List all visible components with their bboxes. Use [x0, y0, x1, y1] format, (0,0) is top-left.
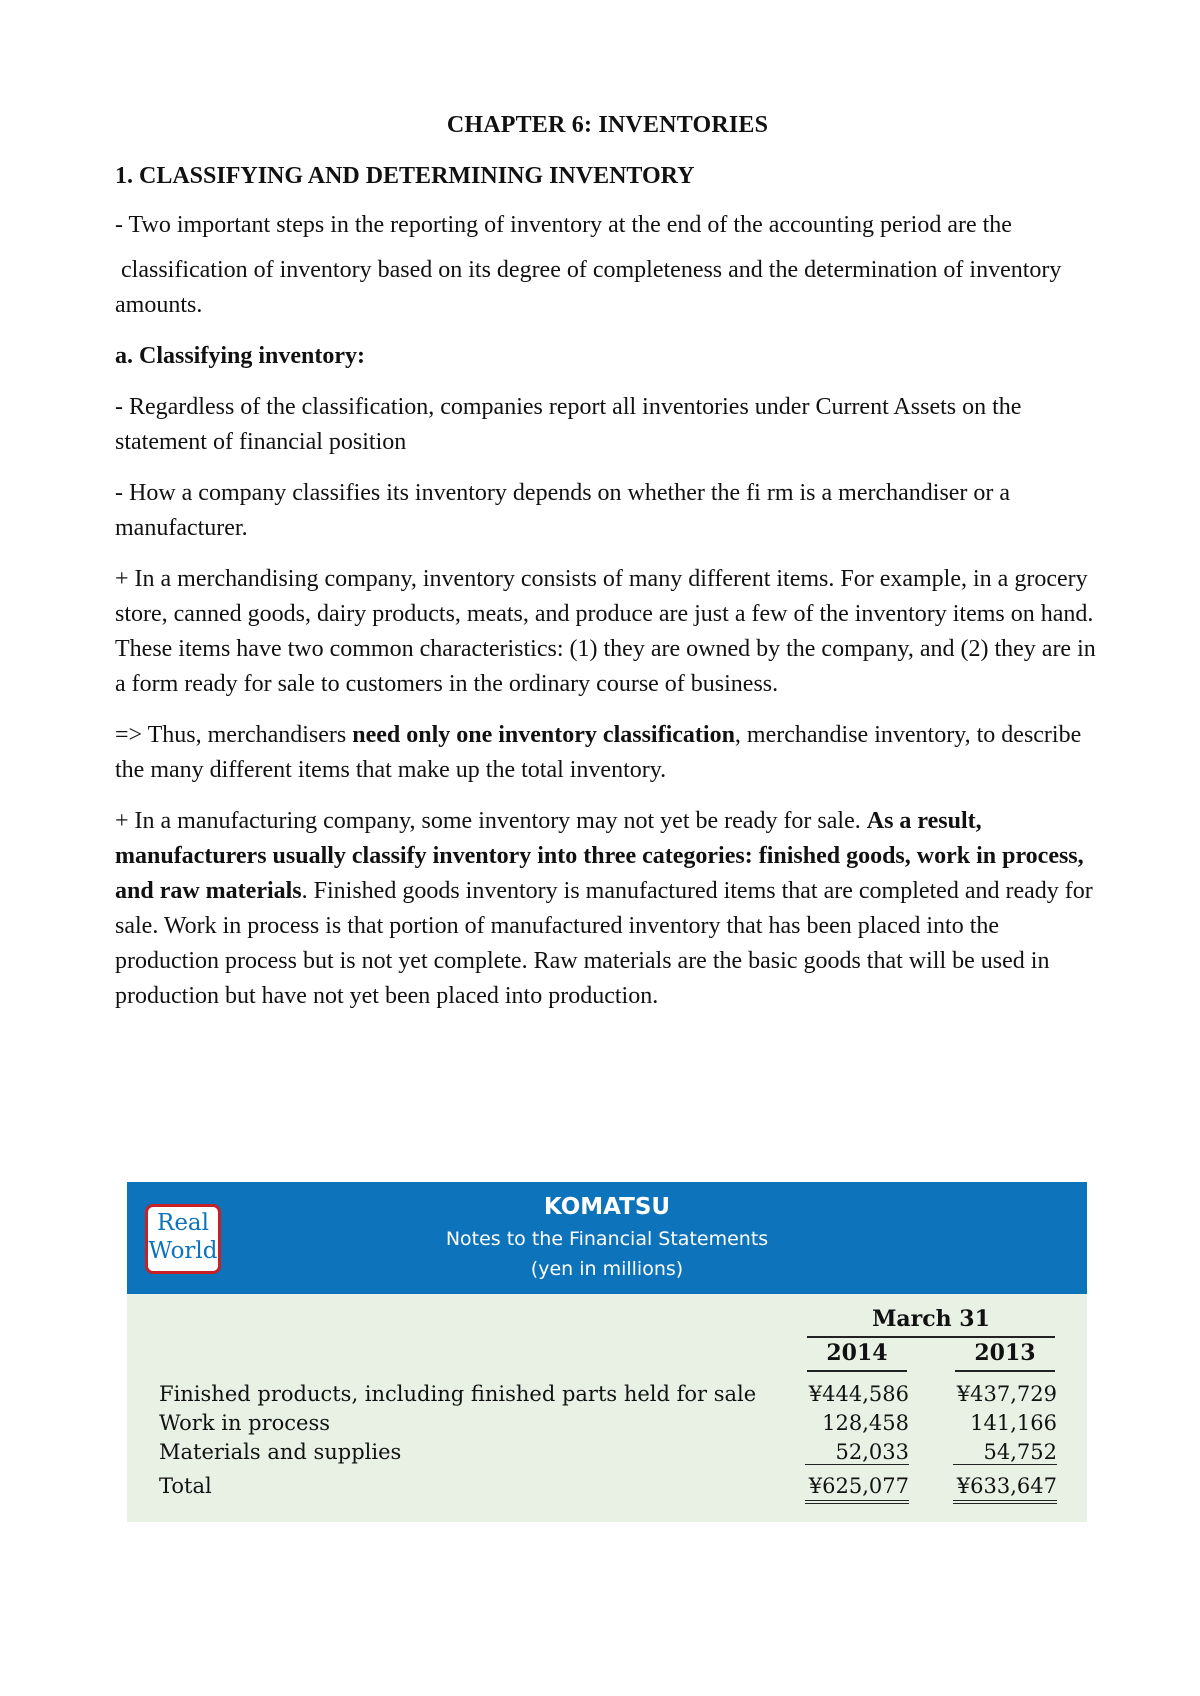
- row-label-total: Total: [159, 1474, 212, 1498]
- thus-text-start: => Thus, merchandisers: [115, 722, 353, 748]
- badge-line-world: World: [148, 1238, 218, 1264]
- value-total-2014: ¥625,077: [805, 1474, 909, 1504]
- manufacturing-paragraph: [115, 804, 1100, 1014]
- manufacturing-text-start: + In a manufacturing company, some inventory may not yet be ready for sale.: [115, 808, 867, 834]
- value-total-2013: ¥633,647: [953, 1474, 1057, 1504]
- regardless-paragraph: - Regardless of the classification, companies report all inventories under Current Assets on the statement of financial position: [115, 394, 1022, 455]
- row-label-materials: Materials and supplies: [159, 1440, 402, 1464]
- intro-paragraph-1: - Two important steps in the reporting of inventory at the end of the accounting period are the: [115, 212, 1012, 238]
- year-header-2013: 2013: [955, 1340, 1055, 1372]
- value-materials-2014: 52,033: [805, 1440, 909, 1465]
- company-name: KOMATSU: [543, 1194, 671, 1220]
- row-label-work-in-process: Work in process: [159, 1411, 331, 1435]
- chapter-title: CHAPTER 6: INVENTORIES: [446, 112, 769, 138]
- value-finished-2013: ¥437,729: [956, 1382, 1057, 1406]
- intro-paragraph-2: classification of inventory based on its degree of completeness and the determination of inventory amounts.: [115, 257, 1068, 318]
- thus-text-end: , merchandise inventory, to describe the many different items that make up the total inventory.: [115, 722, 1082, 783]
- komatsu-financial-note: [127, 1182, 1087, 1522]
- thus-text-bold: need only one inventory classification: [352, 722, 735, 748]
- merchandising-paragraph: + In a merchandising company, inventory consists of many different items. For example, in a grocery store, canned goods, dairy products, meats, and produce are just a few of the inventory items on hand. These items have two common characteristics: (1) they are owned by the company, and (2) they are in a form ready for sale to customers in the ordinary course of business.: [115, 566, 1096, 697]
- document-page: [115, 112, 1100, 1030]
- real-world-badge: [145, 1204, 221, 1274]
- date-header: March 31: [807, 1306, 1055, 1338]
- note-header: [127, 1182, 1087, 1294]
- value-materials-2013: 54,752: [953, 1440, 1057, 1465]
- classification-paragraph: - How a company classifies its inventory depends on whether the fi rm is a merchandiser or a manufacturer.: [115, 480, 1011, 541]
- subsection-title: a. Classifying inventory:: [115, 343, 366, 369]
- note-subtitle: Notes to the Financial Statements: [445, 1228, 769, 1250]
- value-wip-2014: 128,458: [822, 1411, 909, 1435]
- note-units: (yen in millions): [530, 1258, 684, 1280]
- badge-line-real: Real: [157, 1210, 209, 1236]
- value-finished-2014: ¥444,586: [808, 1382, 909, 1406]
- manufacturing-text-end: . Finished goods inventory is manufactured items that are completed and ready for sale. Work in process is that portion of manufactured inventory that has been placed into the production process but is not yet complete. Raw materials are the basic goods that will be used in production but have not yet been placed into production.: [115, 878, 1093, 1009]
- year-header-2014: 2014: [807, 1340, 907, 1372]
- manufacturing-text-bold: As a result, manufacturers usually classify inventory into three categories: finished goods, work in process, and raw materials: [115, 808, 1084, 904]
- merchandiser-summary-paragraph: [115, 718, 1100, 788]
- value-wip-2013: 141,166: [970, 1411, 1057, 1435]
- row-label-finished-products: Finished products, including finished parts held for sale: [159, 1382, 757, 1406]
- section-title: 1. CLASSIFYING AND DETERMINING INVENTORY: [115, 163, 695, 189]
